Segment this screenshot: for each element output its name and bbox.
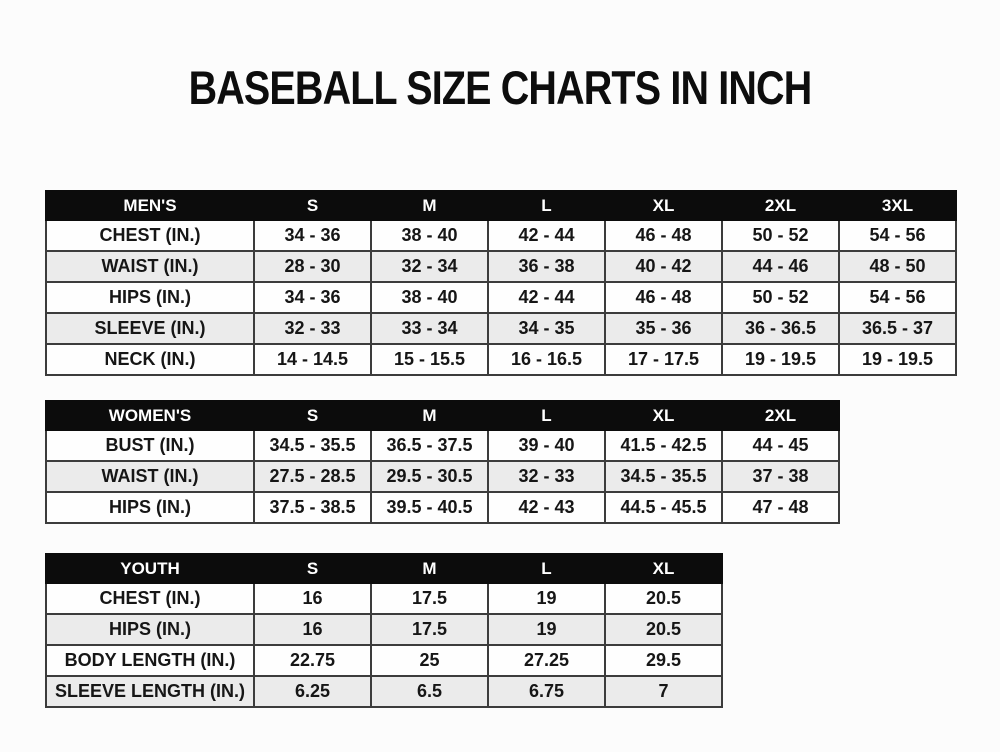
size-value-cell: 54 - 56	[839, 282, 956, 313]
mens-size-table	[45, 190, 957, 376]
size-value-cell: 38 - 40	[371, 220, 488, 251]
mens-group-header: MEN'S	[46, 191, 254, 220]
row-label: HIPS (IN.)	[46, 614, 254, 645]
size-value-cell: 6.25	[254, 676, 371, 707]
size-value-cell: 19	[488, 614, 605, 645]
row-label: WAIST (IN.)	[46, 461, 254, 492]
size-column-header: M	[371, 554, 488, 583]
size-column-header: 2XL	[722, 401, 839, 430]
table-row	[46, 645, 722, 676]
youth-header-row	[46, 554, 722, 583]
size-value-cell: 36.5 - 37	[839, 313, 956, 344]
table-row	[46, 430, 839, 461]
size-value-cell: 15 - 15.5	[371, 344, 488, 375]
size-value-cell: 36 - 38	[488, 251, 605, 282]
youth-group-header: YOUTH	[46, 554, 254, 583]
size-value-cell: 54 - 56	[839, 220, 956, 251]
row-label: WAIST (IN.)	[46, 251, 254, 282]
row-label: BODY LENGTH (IN.)	[46, 645, 254, 676]
size-column-header: S	[254, 401, 371, 430]
mens-table	[45, 190, 957, 376]
size-value-cell: 19 - 19.5	[839, 344, 956, 375]
size-value-cell: 47 - 48	[722, 492, 839, 523]
womens-table	[45, 400, 840, 524]
size-value-cell: 19	[488, 583, 605, 614]
womens-group-header: WOMEN'S	[46, 401, 254, 430]
size-value-cell: 16	[254, 614, 371, 645]
size-value-cell: 37.5 - 38.5	[254, 492, 371, 523]
size-value-cell: 34 - 36	[254, 220, 371, 251]
size-value-cell: 39 - 40	[488, 430, 605, 461]
size-value-cell: 42 - 44	[488, 220, 605, 251]
size-value-cell: 35 - 36	[605, 313, 722, 344]
size-value-cell: 20.5	[605, 614, 722, 645]
size-column-header: 3XL	[839, 191, 956, 220]
mens-header-row	[46, 191, 956, 220]
size-value-cell: 16 - 16.5	[488, 344, 605, 375]
size-value-cell: 48 - 50	[839, 251, 956, 282]
size-value-cell: 28 - 30	[254, 251, 371, 282]
table-row	[46, 220, 956, 251]
size-value-cell: 37 - 38	[722, 461, 839, 492]
row-label: SLEEVE LENGTH (IN.)	[46, 676, 254, 707]
size-value-cell: 6.5	[371, 676, 488, 707]
size-value-cell: 36.5 - 37.5	[371, 430, 488, 461]
table-row	[46, 282, 956, 313]
row-label: HIPS (IN.)	[46, 492, 254, 523]
size-value-cell: 6.75	[488, 676, 605, 707]
size-value-cell: 33 - 34	[371, 313, 488, 344]
size-value-cell: 34 - 36	[254, 282, 371, 313]
size-column-header: XL	[605, 401, 722, 430]
row-label: HIPS (IN.)	[46, 282, 254, 313]
size-value-cell: 39.5 - 40.5	[371, 492, 488, 523]
size-value-cell: 34 - 35	[488, 313, 605, 344]
size-value-cell: 44.5 - 45.5	[605, 492, 722, 523]
table-row	[46, 676, 722, 707]
row-label: BUST (IN.)	[46, 430, 254, 461]
size-value-cell: 46 - 48	[605, 220, 722, 251]
size-value-cell: 22.75	[254, 645, 371, 676]
womens-size-table	[45, 400, 840, 524]
size-value-cell: 46 - 48	[605, 282, 722, 313]
size-value-cell: 40 - 42	[605, 251, 722, 282]
womens-header-row	[46, 401, 839, 430]
size-column-header: XL	[605, 554, 722, 583]
size-value-cell: 17.5	[371, 583, 488, 614]
size-value-cell: 34.5 - 35.5	[254, 430, 371, 461]
table-row	[46, 614, 722, 645]
page-title: BASEBALL SIZE CHARTS IN INCH	[188, 61, 812, 114]
size-value-cell: 44 - 45	[722, 430, 839, 461]
size-value-cell: 25	[371, 645, 488, 676]
size-value-cell: 16	[254, 583, 371, 614]
size-column-header: M	[371, 401, 488, 430]
size-value-cell: 50 - 52	[722, 282, 839, 313]
size-value-cell: 42 - 44	[488, 282, 605, 313]
row-label: CHEST (IN.)	[46, 583, 254, 614]
size-value-cell: 32 - 33	[254, 313, 371, 344]
table-row	[46, 344, 956, 375]
youth-size-table	[45, 553, 723, 708]
size-value-cell: 19 - 19.5	[722, 344, 839, 375]
size-value-cell: 32 - 33	[488, 461, 605, 492]
size-column-header: L	[488, 554, 605, 583]
size-column-header: L	[488, 401, 605, 430]
size-column-header: S	[254, 554, 371, 583]
size-value-cell: 29.5 - 30.5	[371, 461, 488, 492]
size-column-header: XL	[605, 191, 722, 220]
size-column-header: L	[488, 191, 605, 220]
size-value-cell: 29.5	[605, 645, 722, 676]
size-value-cell: 32 - 34	[371, 251, 488, 282]
table-row	[46, 492, 839, 523]
size-value-cell: 34.5 - 35.5	[605, 461, 722, 492]
size-column-header: S	[254, 191, 371, 220]
size-value-cell: 17 - 17.5	[605, 344, 722, 375]
row-label: SLEEVE (IN.)	[46, 313, 254, 344]
table-row	[46, 313, 956, 344]
size-value-cell: 50 - 52	[722, 220, 839, 251]
size-value-cell: 20.5	[605, 583, 722, 614]
size-value-cell: 36 - 36.5	[722, 313, 839, 344]
size-value-cell: 27.25	[488, 645, 605, 676]
youth-table	[45, 553, 723, 708]
size-column-header: M	[371, 191, 488, 220]
size-value-cell: 38 - 40	[371, 282, 488, 313]
table-row	[46, 461, 839, 492]
table-row	[46, 251, 956, 282]
size-value-cell: 7	[605, 676, 722, 707]
row-label: CHEST (IN.)	[46, 220, 254, 251]
size-value-cell: 44 - 46	[722, 251, 839, 282]
size-value-cell: 42 - 43	[488, 492, 605, 523]
size-value-cell: 17.5	[371, 614, 488, 645]
row-label: NECK (IN.)	[46, 344, 254, 375]
size-value-cell: 27.5 - 28.5	[254, 461, 371, 492]
size-value-cell: 14 - 14.5	[254, 344, 371, 375]
size-column-header: 2XL	[722, 191, 839, 220]
table-row	[46, 583, 722, 614]
size-value-cell: 41.5 - 42.5	[605, 430, 722, 461]
